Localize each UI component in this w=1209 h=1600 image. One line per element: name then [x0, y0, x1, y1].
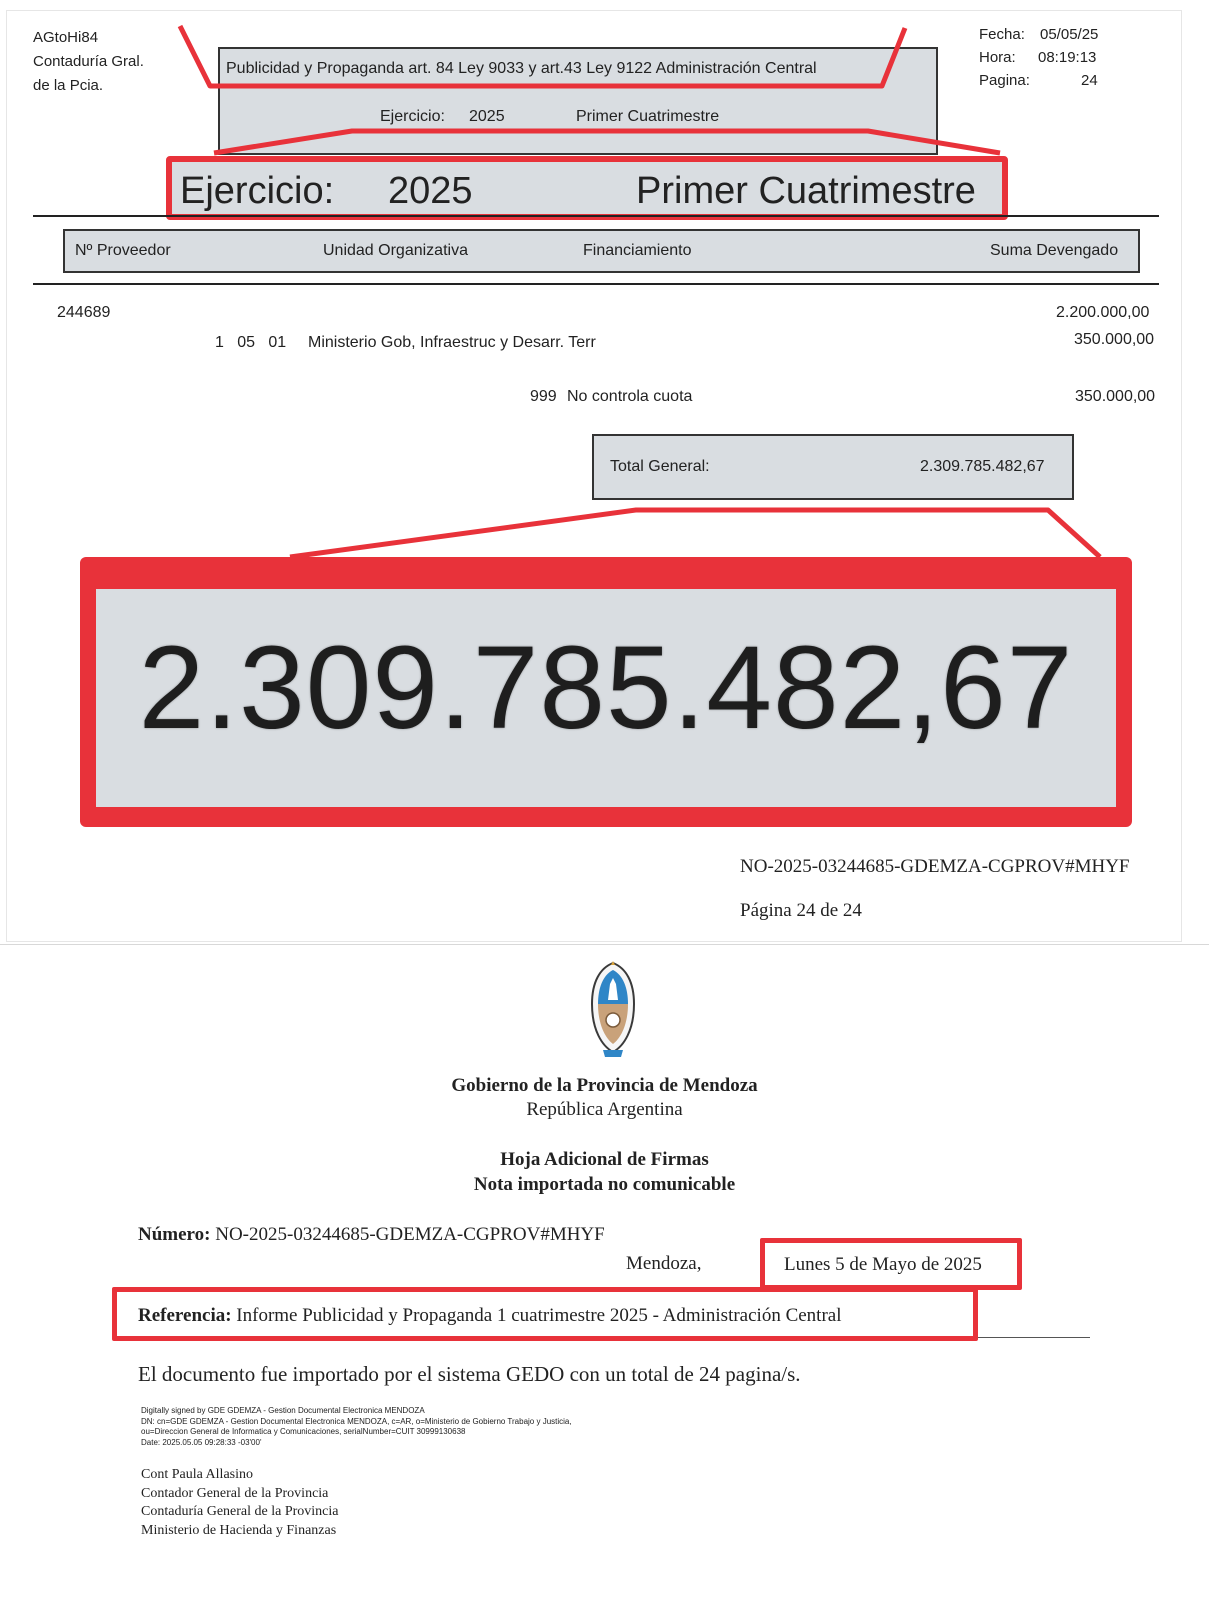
gobierno-title: Gobierno de la Provincia de Mendoza — [451, 1075, 758, 1096]
fin-name: No controla cuota — [567, 388, 693, 405]
numero-value: NO-2025-03244685-GDEMZA-CGPROV#MHYF — [215, 1224, 605, 1245]
page-separator — [0, 944, 1209, 945]
issuer-line: de la Pcia. — [33, 77, 104, 94]
report-title: Publicidad y Propaganda art. 84 Ley 9033 y art.43 Ley 9122 Administración Central — [226, 60, 817, 77]
nota-subtitle: Nota importada no comunicable — [473, 1174, 736, 1195]
divider — [33, 283, 1159, 285]
signer-title: Contador General de la Provincia — [141, 1485, 329, 1501]
referencia-label: Referencia: — [138, 1305, 232, 1326]
signer-ministry: Ministerio de Hacienda y Finanzas — [141, 1522, 337, 1538]
signer-name: Cont Paula Allasino — [141, 1467, 253, 1482]
referencia-line — [138, 1305, 842, 1327]
cuatrimestre: Primer Cuatrimestre — [576, 108, 720, 125]
zoom-total-value: 2.309.785.482,67 — [138, 622, 1074, 754]
unidad-name: Ministerio Gob, Infraestruc y Desarr. Terr — [308, 334, 596, 351]
signature-line: DN: cn=GDE GDEMZA - Gestion Documental Electronica MENDOZA, c=AR, o=Ministerio de Gobierno Trabajo y Justicia, — [141, 1416, 572, 1426]
divider — [33, 215, 1159, 217]
lugar: Mendoza, — [626, 1253, 702, 1274]
proveedor-total: 2.200.000,00 — [1056, 304, 1150, 321]
republica-subtitle: República Argentina — [526, 1099, 683, 1120]
fin-code: 999 — [530, 388, 557, 405]
ejercicio-year: 2025 — [469, 108, 505, 125]
unidad-amount: 350.000,00 — [1074, 331, 1155, 348]
pagina-label: Pagina: — [979, 72, 1030, 89]
numero-label: Número: — [138, 1224, 211, 1245]
signature-line: Digitally signed by GDE GDEMZA - Gestion Documental Electronica MENDOZA — [141, 1406, 425, 1415]
signature-line: ou=Direccion General de Informatica y Comunicaciones, serialNumber=CUIT 30999130638 — [141, 1427, 466, 1436]
pagina-value: 24 — [1081, 72, 1098, 89]
zoom-ejercicio-label: Ejercicio: — [180, 170, 335, 212]
zoom-ejercicio-year: 2025 — [388, 170, 473, 212]
column-financiamiento: Financiamiento — [583, 242, 692, 259]
mendoza-shield-icon — [586, 960, 640, 1060]
column-proveedor: Nº Proveedor — [75, 242, 171, 259]
column-suma: Suma Devengado — [990, 242, 1119, 259]
zoom-cuatrimestre: Primer Cuatrimestre — [636, 170, 976, 212]
issuer-line: Contaduría Gral. — [33, 53, 144, 70]
hora-label: Hora: — [979, 49, 1016, 66]
digital-signature — [141, 1406, 572, 1448]
column-unidad: Unidad Organizativa — [323, 242, 468, 259]
hora-value: 08:19:13 — [1038, 49, 1097, 66]
fecha-value: 05/05/25 — [1040, 26, 1099, 43]
numero-line — [138, 1224, 605, 1246]
fin-amount: 350.000,00 — [1075, 388, 1156, 405]
hoja-title: Hoja Adicional de Firmas — [500, 1149, 709, 1170]
referencia-value: Informe Publicidad y Propaganda 1 cuatrimestre 2025 - Administración Central — [236, 1305, 842, 1326]
ejercicio-zoom-connector — [214, 131, 1000, 153]
fecha-label: Fecha: — [979, 26, 1025, 43]
page-indicator: Página 24 de 24 — [740, 900, 862, 921]
fecha: Lunes 5 de Mayo de 2025 — [784, 1254, 982, 1275]
proveedor-id: 244689 — [57, 304, 111, 321]
unidad-codes: 1 05 01 — [215, 334, 287, 351]
total-zoom-connector — [290, 510, 1100, 557]
signer-office: Contaduría General de la Provincia — [141, 1504, 339, 1519]
total-label: Total General: — [610, 458, 710, 475]
total-value: 2.309.785.482,67 — [920, 458, 1045, 475]
annotation-lines — [0, 0, 1209, 600]
signature-line: Date: 2025.05.05 09:28:33 -03'00' — [141, 1437, 262, 1447]
issuer-code: AGtoHi84 — [33, 29, 99, 46]
signer-block — [141, 1466, 338, 1540]
document-number: NO-2025-03244685-GDEMZA-CGPROV#MHYF — [740, 856, 1130, 877]
referencia-rule — [978, 1337, 1090, 1338]
ejercicio-label: Ejercicio: — [380, 108, 445, 125]
gedo-statement: El documento fue importado por el sistema GEDO con un total de 24 pagina/s. — [138, 1362, 801, 1386]
